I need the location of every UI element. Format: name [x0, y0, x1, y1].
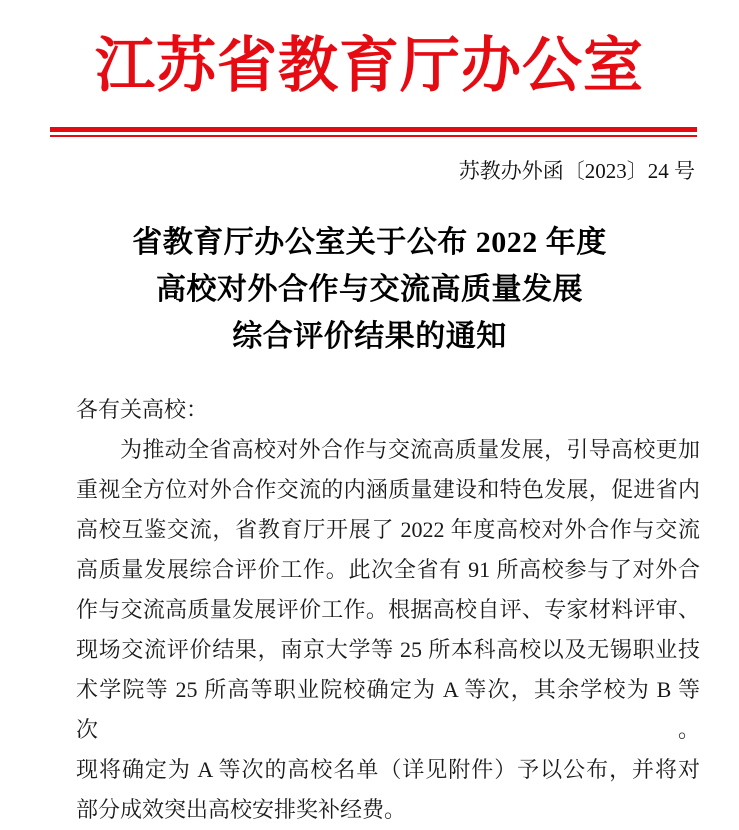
paragraph-line: 作与交流高质量发展评价工作。根据高校自评、专家材料评审、 [76, 597, 700, 622]
paragraph-line: 术学院等 25 所高等职业院校确定为 A 等次，其余学校为 B 等次。 [76, 677, 700, 742]
notice-title [0, 219, 739, 360]
letterhead-divider [50, 127, 697, 137]
paragraph-line: 为推动全省高校对外合作与交流高质量发展，引导高校更加 [120, 437, 700, 462]
document-main [0, 219, 739, 830]
document-page [0, 28, 739, 822]
paragraph-line: 高校互鉴交流，省教育厅开展了 2022 年度高校对外合作与交流 [76, 517, 700, 542]
letterhead-org-title: 江苏省教育厅办公室 [95, 33, 644, 99]
notice-body [76, 390, 700, 830]
divider-thin-rule [50, 135, 697, 137]
divider-thick-rule [50, 127, 697, 132]
salutation: 各有关高校： [76, 397, 209, 422]
paragraph-line: 高质量发展综合评价工作。此次全省有 91 所高校参与了对外合 [76, 557, 700, 582]
body-paragraph [76, 430, 700, 830]
letterhead [0, 28, 739, 184]
paragraph-line: 部分成效突出高校安排奖补经费。 [76, 797, 407, 822]
notice-title-line: 高校对外合作与交流高质量发展 [156, 273, 583, 306]
document-number: 苏教办外函〔2023〕24 号 [458, 159, 695, 183]
paragraph-line: 现将确定为 A 等次的高校名单（详见附件）予以公布，并将对 [76, 757, 700, 782]
paragraph-line: 重视全方位对外合作交流的内涵质量建设和特色发展，促进省内 [76, 477, 700, 502]
paragraph-line: 现场交流评价结果，南京大学等 25 所本科高校以及无锡职业技 [76, 637, 700, 662]
notice-title-line: 省教育厅办公室关于公布 2022 年度 [132, 226, 607, 259]
notice-title-line: 综合评价结果的通知 [232, 320, 507, 353]
